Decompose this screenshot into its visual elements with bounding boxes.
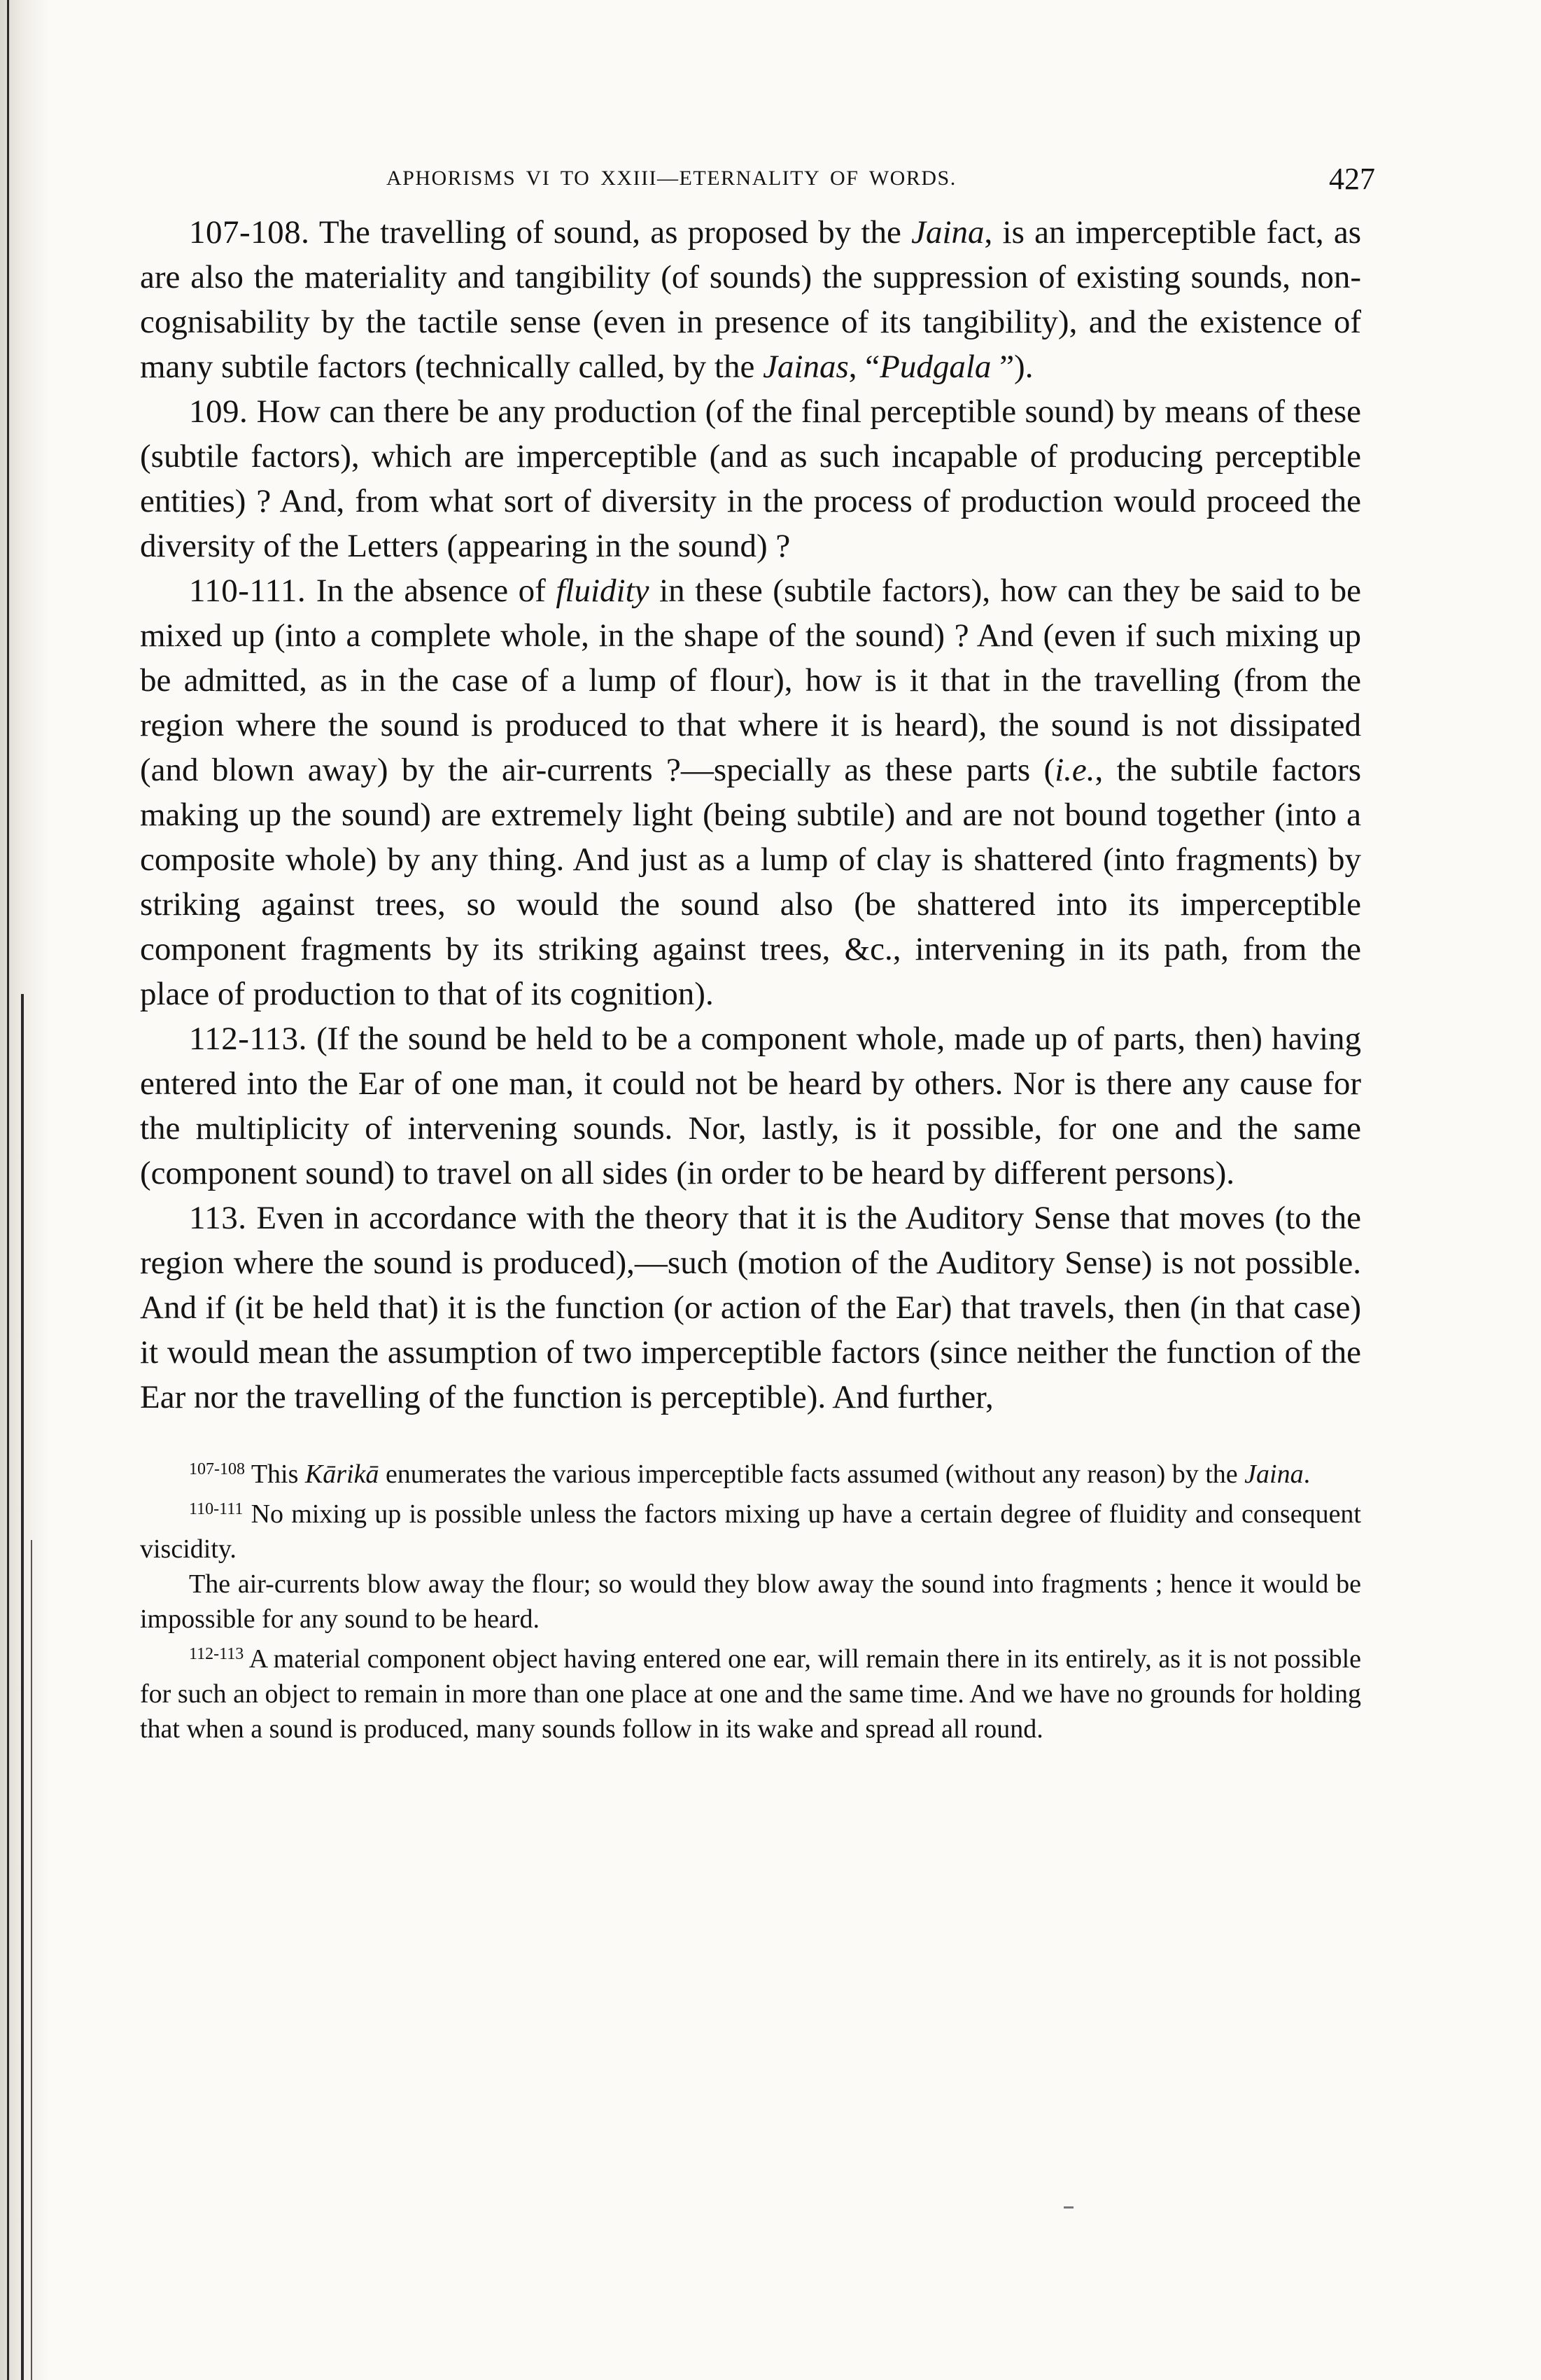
paragraph-107-108 [140, 210, 1361, 389]
text-run: . [1303, 1460, 1311, 1489]
paragraph-110-111 [140, 568, 1361, 1016]
text-run: In the absence of [306, 573, 556, 609]
italic-term: Jaina [911, 214, 985, 251]
text-run: Even in accordance with the theory that it is the Auditory Sense that moves (to the region where the sound is produced),—such (motion of the Auditory Sense) is not possible. And if (it be held that) it is the function (or action of the Ear) that travels, then (in that case) it would mean the assumption of two imperceptible factors (since neither the function of the Ear nor the travelling of the function is perceptible). And further, [140, 1200, 1361, 1415]
text-run: No mixing up is possible unless the factors mixing up have a certain degree of fluidity and consequent viscidity. [140, 1499, 1361, 1564]
text-run: , the subtile factors making up the sound) are extremely light (being subtile) and are not bound together (into a composite whole) by any thing. And just as a lump of clay is shattered (into fragments) by striking against trees, so would the sound also (be shattered into its imperceptible component fragments by its striking against trees, &c., intervening in its path, from the place of production to that of its cognition). [140, 752, 1361, 1012]
italic-term: Jaina [1244, 1460, 1304, 1489]
footnote-ref: 110-111 [189, 1500, 244, 1518]
italic-term: Pudgala [880, 349, 992, 385]
paragraph-112-113 [140, 1016, 1361, 1196]
running-title: APHORISMS VI TO XXIII—ETERNALITY OF WORDS. [386, 167, 957, 190]
text-run: ”). [991, 349, 1034, 385]
verse-number: 113. [189, 1200, 247, 1236]
footnote-ref: 112-113 [189, 1645, 244, 1663]
text-run: The travelling of sound, as proposed by the [309, 214, 912, 251]
text-run: (If the sound be held to be a component whole, made up of parts, then) having entered into the Ear of one man, it could not be heard by others. Nor is there any cause for the multiplicity of intervening sounds. Nor, lastly, is it possible, for one and the same (component sound) to travel on all sides (in order to be heard by different persons). [140, 1021, 1361, 1191]
text-run: , “ [848, 349, 880, 385]
verse-number: 110-111. [189, 573, 307, 609]
text-run: A material component object having entered one ear, will remain there in its entirely, as it is not possible for such an object to remain in more than one place at one and the same time. And we have no grounds for holding that when a sound is produced, many sounds follow in its wake and spread all round. [140, 1644, 1361, 1744]
text-run: How can there be any production (of the final perceptible sound) by means of these (subtile factors), which are imperceptible (and as such incapable of producing perceptible entities) ? And, from what sort of diversity in the process of production would proceed the diversity of the Letters (appearing in the sound) ? [140, 393, 1361, 564]
footnote-ref: 107-108 [189, 1460, 245, 1478]
italic-term: Kārikā [304, 1460, 379, 1489]
main-text [140, 210, 1361, 1420]
binding-line [31, 1540, 32, 2380]
binding-line [7, 0, 9, 2380]
binding-line [21, 994, 24, 2380]
text-run: in these (subtile factors), how can they be said to be mixed up (into a complete whole, in the shape of the sound) ? And (even if such mixing up be admitted, as in the case of a lump of flour), how is it that in the travelling (from the region where the sound is produced to that where it is heard), the sound is not dissipated (and blown away) by the air-currents ?—specially as these parts ( [140, 573, 1361, 788]
text-run: , is an imperceptible fact, as are also the materiality and tangibility (of sounds) the suppression of existing sounds, non-cognisability by the tactile sense (even in presence of its tangibility), and the existence of many subtile factors (technically called, by the [140, 214, 1361, 385]
italic-term: fluidity [556, 573, 649, 609]
text-run: enumerates the various imperceptible facts assumed (without any reason) by the [379, 1460, 1245, 1489]
footnote-112-113 [140, 1637, 1361, 1746]
footnote-110-111-continued [140, 1567, 1361, 1637]
paragraph-113 [140, 1196, 1361, 1420]
running-head [140, 161, 1375, 210]
print-mark [1064, 2206, 1074, 2208]
text-run: This [245, 1460, 305, 1489]
footnote-107-108 [140, 1452, 1361, 1492]
verse-number: 107-108. [189, 214, 310, 251]
text-run: The air-currents blow away the flour; so would they blow away the sound into fragments ; hence it would be impossible for any sound to be heard. [140, 1569, 1361, 1634]
verse-number: 112-113. [189, 1021, 307, 1057]
footnote-110-111 [140, 1492, 1361, 1567]
paragraph-109 [140, 389, 1361, 568]
footnotes [140, 1452, 1361, 1746]
italic-term: i.e. [1055, 752, 1095, 788]
book-page [140, 161, 1375, 1746]
page-number: 427 [1329, 162, 1375, 196]
italic-term: Jainas [763, 349, 849, 385]
verse-number: 109. [189, 393, 248, 430]
